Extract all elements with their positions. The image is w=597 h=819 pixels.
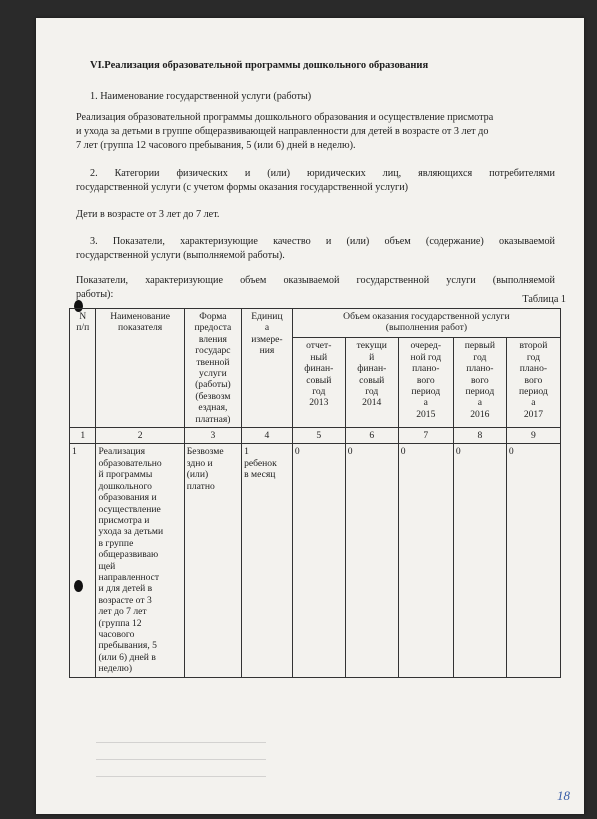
cell-line: здно и [186, 457, 213, 469]
th-volume [292, 309, 560, 338]
indicators-table [69, 308, 561, 678]
cell-line: ной год [410, 351, 442, 363]
cell-line: ездная, [198, 402, 228, 414]
cell-line: финан- [357, 363, 387, 375]
col-number: 6 [345, 428, 398, 444]
cell-line: вления [198, 333, 227, 345]
row-value-2014: 0 [345, 444, 398, 677]
cell-line: текущи [356, 340, 387, 352]
cell-line: плано- [466, 363, 494, 375]
cell-line: часового [98, 628, 135, 640]
page-number: 18 [557, 788, 570, 803]
cell-line: щей [98, 560, 116, 572]
cell-line: Форма [199, 311, 227, 322]
table-caption: Таблица 1 [522, 294, 566, 305]
cell-line: отчет- [306, 340, 332, 352]
cell-line: а [264, 322, 270, 334]
cell-line: 2015 [416, 408, 436, 420]
cell-line: в группе [98, 537, 134, 549]
cell-line: твенной [196, 356, 230, 368]
cell-line: й программы [98, 469, 153, 481]
cell-line: направленност [98, 571, 160, 583]
section-title: VI.Реализация образовательной программы дошкольного образования [90, 60, 429, 71]
consumers-text: Дети в возрасте от 3 лет до 7 лет. [76, 209, 220, 220]
cell-line: услуги [199, 368, 227, 380]
cell-line: общеразвиваю [98, 549, 159, 561]
service-name-line-3: 7 лет (группа 12 часового пребывания, 5 (или 6) дней в неделю). [76, 140, 356, 151]
item-2-line-2: государственной услуги (с учетом формы оказания государственной услуги) [76, 182, 409, 193]
column-numbers-row [70, 428, 561, 444]
th-year-2016 [453, 338, 506, 428]
show-through-table-lines [96, 742, 266, 792]
row-value-2015: 0 [398, 444, 453, 677]
cell-line: ухода за детьми [98, 526, 164, 538]
cell-line: совый [359, 374, 385, 386]
cell-line: (или 6) дней в [98, 651, 156, 663]
th-name [96, 309, 184, 428]
cell-line: образовательно [98, 457, 162, 469]
cell-line: Объем оказания государственной услуги [343, 311, 510, 322]
cell-line: 2017 [523, 408, 543, 420]
row-name [96, 444, 184, 677]
col-number: 2 [96, 428, 184, 444]
cell-line: 1 [244, 446, 249, 458]
service-name-line-2: и ухода за детьми в группе общеразвивающей направленности для детей в возрасте от 3 лет до [76, 126, 489, 137]
cell-line: (выполнения работ) [385, 322, 468, 334]
cell-line: первый [464, 340, 495, 352]
cell-line: N [79, 311, 87, 322]
th-year-2013 [292, 338, 345, 428]
cell-line: измере- [251, 333, 283, 345]
cell-line: финан- [304, 363, 334, 375]
cell-line: совый [306, 374, 332, 386]
cell-line: ребенок [244, 457, 277, 469]
col-number: 7 [398, 428, 453, 444]
cell-line: й [369, 351, 375, 363]
cell-line: возрасте от 3 [98, 594, 152, 606]
cell-line: период [411, 386, 441, 398]
cell-line: неделю) [98, 663, 133, 675]
th-year-2014 [345, 338, 398, 428]
col-number: 1 [70, 428, 96, 444]
row-value-2016: 0 [453, 444, 506, 677]
indicators-intro-line-2: работы): [76, 289, 114, 300]
th-year-2017 [506, 338, 560, 428]
cell-line: вого [416, 374, 435, 386]
cell-line: платная) [195, 413, 231, 425]
cell-line: пребывания, 5 [98, 640, 157, 652]
item-2-line-1: 2. Категории физических и (или) юридических лиц, являющихся потребителями [90, 168, 555, 179]
cell-line: Наименование [110, 311, 170, 322]
cell-line: Реализация [98, 446, 146, 458]
indicators-intro-line-1: Показатели, характеризующие объем оказываемой государственной услуги (выполняемой [76, 275, 555, 286]
cell-line: Безвозме [186, 446, 224, 458]
cell-line: 2013 [309, 397, 329, 409]
cell-line: период [465, 386, 495, 398]
row-num: 1 [70, 444, 96, 677]
cell-line: а [477, 397, 482, 409]
item-3-line-2: государственной услуги (выполняемой работы). [76, 250, 285, 261]
col-number: 5 [292, 428, 345, 444]
cell-line: присмотра и [98, 514, 150, 526]
cell-line: образования и [98, 492, 157, 504]
cell-line: (группа 12 [98, 617, 142, 629]
cell-line: Единиц [251, 311, 283, 322]
cell-line: а [531, 397, 536, 409]
cell-line: в месяц [244, 469, 276, 481]
cell-line: год [473, 351, 487, 363]
cell-line: ный [310, 351, 328, 363]
service-name-line-1: Реализация образовательной программы дошкольного образования и осуществление присмотра [76, 112, 494, 123]
cell-line: предоста [194, 322, 232, 334]
cell-line: ния [259, 345, 275, 357]
col-number: 9 [506, 428, 560, 444]
row-form [184, 444, 241, 677]
cell-line: осуществление [98, 503, 161, 515]
cell-line: и для детей в [98, 583, 153, 595]
cell-line: вого [524, 374, 543, 386]
cell-line: п/п [76, 322, 90, 334]
col-number: 4 [242, 428, 293, 444]
cell-line: (работы) [195, 379, 231, 391]
col-number: 3 [184, 428, 241, 444]
row-value-2013: 0 [292, 444, 345, 677]
table-row [70, 444, 561, 677]
cell-line: государс [195, 345, 231, 357]
row-unit [242, 444, 293, 677]
cell-line: год [526, 351, 540, 363]
cell-line: очеред- [410, 340, 442, 352]
cell-line: платно [186, 480, 215, 492]
th-form [184, 309, 241, 428]
cell-line: 2014 [362, 397, 382, 409]
cell-line: (безвозм [195, 390, 231, 402]
cell-line: плано- [412, 363, 440, 375]
cell-line: (или) [186, 469, 209, 481]
cell-line: год [365, 386, 379, 398]
col-number: 8 [453, 428, 506, 444]
th-num [70, 309, 96, 428]
cell-line: вого [470, 374, 489, 386]
cell-line: дошкольного [98, 480, 152, 492]
document-page [36, 18, 584, 814]
cell-line: 2016 [470, 408, 490, 420]
item-3-line-1: 3. Показатели, характеризующие качество и (или) объем (содержание) оказываемой [90, 236, 555, 247]
cell-line: лет до 7 лет [98, 606, 147, 618]
header-row-1 [70, 309, 561, 338]
item-1-label: 1. Наименование государственной услуги (работы) [90, 91, 312, 102]
cell-line: показателя [118, 322, 163, 334]
th-year-2015 [398, 338, 453, 428]
cell-line: второй [519, 340, 548, 352]
cell-line: период [519, 386, 548, 398]
cell-line: плано- [519, 363, 548, 375]
row-value-2017: 0 [506, 444, 560, 677]
cell-line: год [312, 386, 326, 398]
th-unit [242, 309, 293, 428]
cell-line: а [423, 397, 428, 409]
